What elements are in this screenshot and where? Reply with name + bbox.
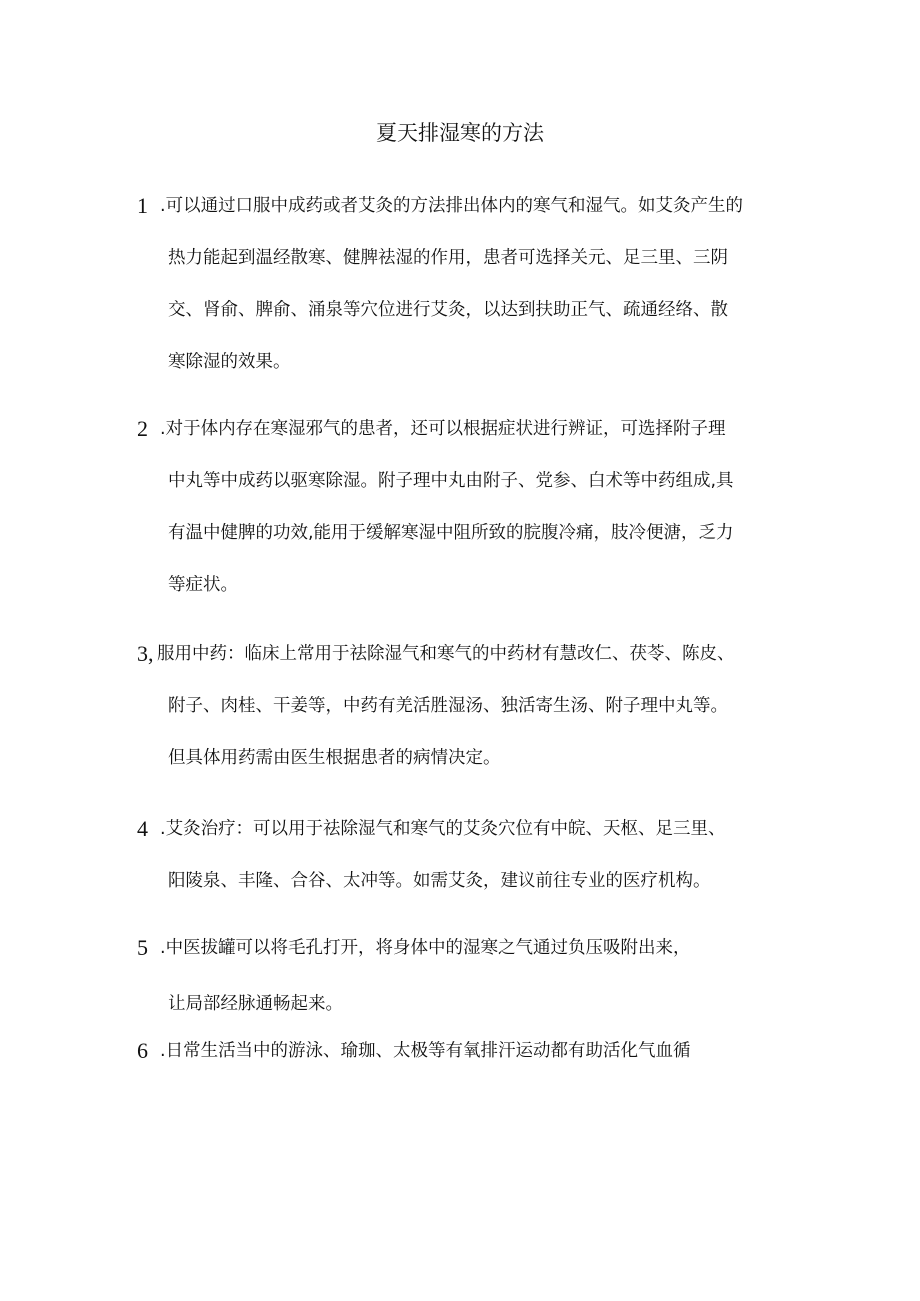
item-5-number: 5 (137, 935, 148, 960)
item-3-line-1: 服用中药：临床上常用于祛除湿气和寒气的中药材有慧改仁、茯苓、陈皮、 (157, 644, 735, 664)
item-4-line-1: .艾灸治疗：可以用于祛除湿气和寒气的艾灸穴位有中皖、天枢、足三里、 (160, 819, 726, 839)
item-1-line-4: 寒除湿的效果。 (168, 352, 291, 372)
item-3-number: 3, (137, 641, 154, 666)
page-title: 夏天排湿寒的方法 (376, 121, 544, 145)
item-5-line-2: 让局部经脉通畅起来。 (168, 994, 343, 1014)
item-2-line-3: 有温中健脾的功效,能用于缓解寒湿中阻所致的脘腹冷痛，肢冷便溏，乏力 (168, 523, 734, 543)
item-3-line-3: 但具体用药需由医生根据患者的病情决定。 (168, 748, 501, 768)
item-2-line-2: 中丸等中成药以驱寒除湿。附子理中丸由附子、党参、白术等中药组成,具 (168, 471, 734, 491)
item-1-line-3: 交、肾俞、脾俞、涌泉等穴位进行艾灸，以达到扶助正气、疏通经络、散 (168, 300, 728, 320)
item-2-line-1: .对于体内存在寒湿邪气的患者，还可以根据症状进行辨证，可选择附子理 (160, 419, 726, 439)
item-6-number: 6 (137, 1038, 148, 1063)
item-4-number: 4 (137, 816, 148, 841)
item-1-line-1: .可以通过口服中成药或者艾灸的方法排出体内的寒气和湿气。如艾灸产生的 (160, 196, 744, 216)
item-6-line-1: .日常生活当中的游泳、瑜珈、太极等有氧排汗运动都有助活化气血循 (160, 1041, 691, 1061)
item-2-line-4: 等症状。 (168, 575, 238, 595)
item-1-number: 1 (137, 193, 148, 218)
item-3-line-2: 附子、肉桂、干姜等，中药有羌活胜湿汤、独活寄生汤、附子理中丸等。 (168, 696, 728, 716)
item-2-number: 2 (137, 416, 148, 441)
item-5-line-1: .中医拔罐可以将毛孔打开，将身体中的湿寒之气通过负压吸附出来， (160, 938, 691, 958)
item-1-line-2: 热力能起到温经散寒、健脾祛湿的作用，患者可选择关元、足三里、三阴 (168, 248, 728, 268)
item-4-line-2: 阳陵泉、丰隆、合谷、太冲等。如需艾灸，建议前往专业的医疗机构。 (168, 871, 711, 891)
